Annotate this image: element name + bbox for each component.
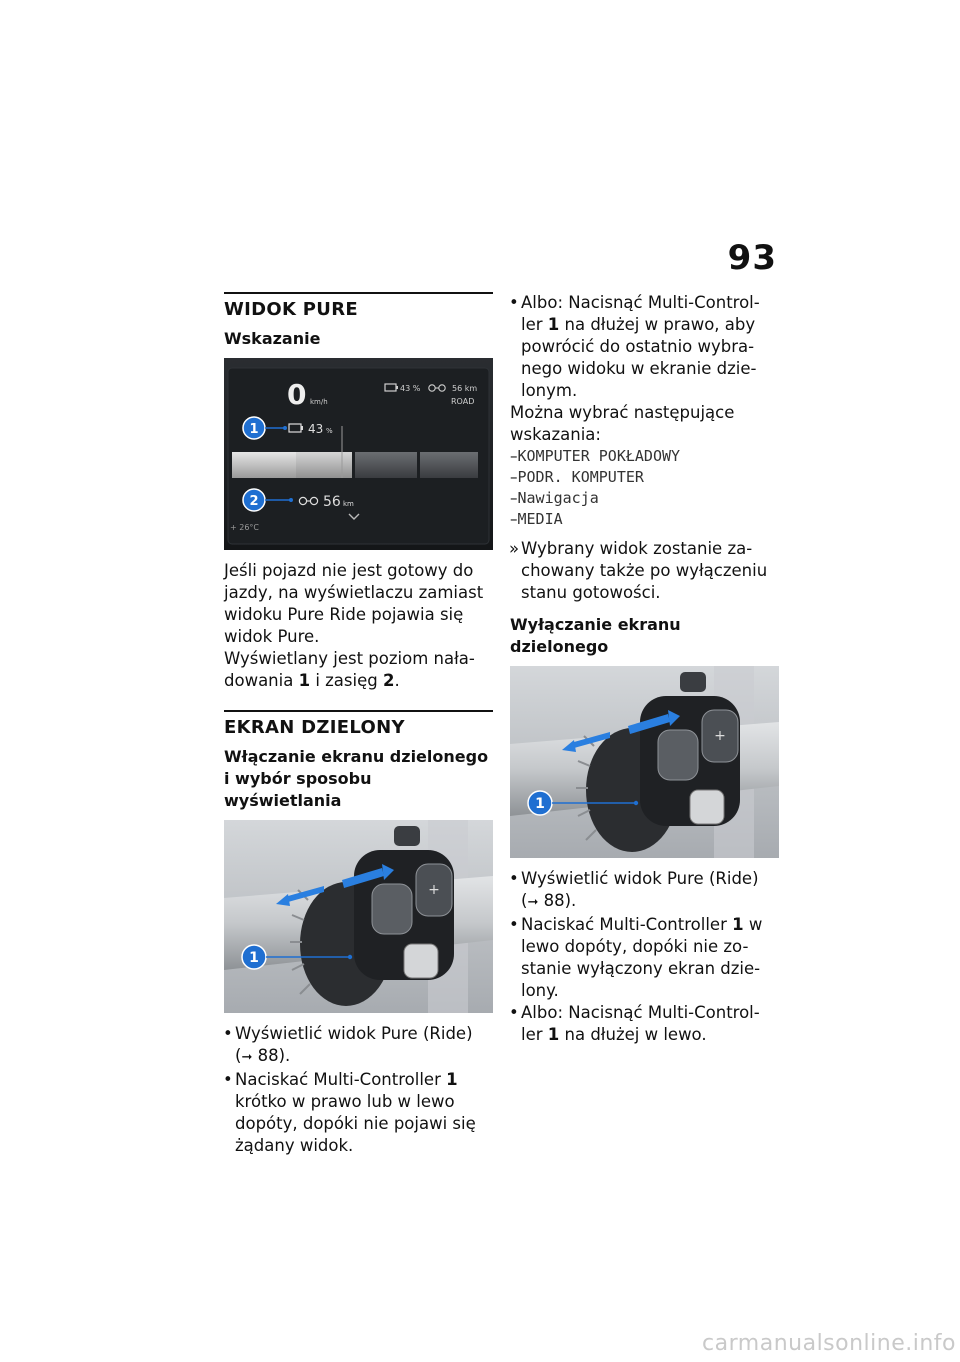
text-fragment: na dłużej w lewo. (564, 1025, 707, 1044)
section-title-pure: WIDOK PURE (224, 299, 358, 320)
ref-number-1: 1 (732, 915, 744, 934)
bullet-show-pure-view: • Wyświetlić widok Pure (Ride) (➞ 88). (510, 868, 779, 914)
bullet-press-controller (224, 1069, 493, 1157)
result-note (510, 538, 779, 604)
result-marker-icon: » (509, 539, 520, 558)
text-fragment: krótko w prawo lub w lewo dopóty, dopóki nie pojawi się żądany widok. (235, 1092, 476, 1155)
subhead-disable-split: Wyłączanie ekranu dzielonego (510, 615, 681, 656)
list-item: –MEDIA (510, 510, 563, 528)
text-fragment: Wyświetlany jest poziom nała-dowania (224, 649, 475, 690)
status-fuel: 43 % (400, 384, 421, 393)
section-title-split-screen: EKRAN DZIELONY (224, 717, 405, 738)
text-fragment: Naciskać Multi-Controller (235, 1070, 441, 1089)
list-item: –Nawigacja (510, 489, 599, 507)
bullet-text: Wyświetlić widok Pure (Ride) (235, 1024, 473, 1043)
dashboard-display-illustration (224, 358, 493, 550)
callout-1-label: 1 (249, 950, 259, 966)
option-label: MEDIA (517, 510, 563, 528)
status-range: 56 km (452, 384, 478, 393)
text-fragment: i zasięg (315, 671, 378, 690)
option-label: KOMPUTER POKŁADOWY (517, 447, 681, 465)
text-fragment: Albo: Nacisnąć Multi-Control-ler (521, 293, 760, 334)
callout-2-label: 2 (249, 494, 259, 509)
speed-value: 0 (287, 378, 307, 411)
list-item: –PODR. KOMPUTER (510, 468, 644, 486)
bullet-long-press-left (510, 1002, 779, 1046)
option-label: Nawigacja (517, 489, 599, 507)
callout-1-unit: % (326, 427, 333, 435)
bullet-text: Wyświetlić widok Pure (Ride) (521, 869, 759, 888)
ref-number-1: 1 (446, 1070, 458, 1089)
page-number: 93 (727, 238, 777, 278)
list-item: –KOMPUTER POKŁADOWY (510, 447, 681, 465)
callout-1-value: 43 (308, 422, 324, 436)
bullet-press-left (510, 914, 779, 1002)
ref-number-1: 1 (298, 671, 311, 690)
subhead-wskazanie: Wskazanie (224, 329, 321, 348)
section-divider (224, 292, 493, 294)
result-text: Wybrany widok zostanie za-chowany także po wyłączeniu stanu gotowości. (521, 539, 768, 602)
page-ref[interactable]: 88). (257, 1046, 291, 1065)
bullet-show-pure-view: • Wyświetlić widok Pure (Ride) (➞ 88). (224, 1023, 493, 1069)
paragraph-pure-info: Jeśli pojazd nie jest gotowy do jazdy, na wyświetlaczu zamiast widoku Pure Ride pojawia się widok Pure. (224, 561, 484, 646)
figure-controller-right (510, 666, 779, 858)
watermark: carmanualsonline.info (702, 1331, 956, 1356)
paragraph-charge-range (224, 648, 493, 692)
text-fragment: Naciskać Multi-Controller (521, 915, 727, 934)
text-fragment: w lewo dopóty, dopóki nie zo-stanie wyłączony ekran dzie-lony. (521, 915, 763, 1000)
callout-2-value: 56 (323, 494, 341, 510)
speed-unit: km/h (310, 398, 328, 406)
subhead-enable-split: Włączanie ekranu dzielonego i wybór sposobu wyświetlania (224, 747, 489, 810)
paragraph-options-intro: Można wybrać następujące wskazania: (510, 403, 735, 444)
figure-pure-display (224, 358, 493, 550)
section-divider (224, 710, 493, 712)
ref-number-1: 1 (547, 1025, 560, 1044)
callout-1-label: 1 (535, 796, 545, 812)
page-ref-arrow-icon: ➞ (241, 1050, 253, 1065)
option-label: PODR. KOMPUTER (517, 468, 644, 486)
page-ref-arrow-icon: ➞ (527, 895, 539, 910)
callout-1-label: 1 (249, 422, 259, 437)
left-column (224, 292, 493, 1157)
bullet-long-press-right (510, 292, 779, 402)
ref-number-1: 1 (547, 315, 560, 334)
svg-text:+: + (428, 882, 440, 898)
figure-controller-left (224, 820, 493, 1013)
callout-2-unit: km (343, 500, 354, 508)
multi-controller-illustration (510, 666, 779, 858)
text-fragment: Albo: Nacisnąć Multi-Control-ler (521, 1003, 760, 1044)
text-fragment: . (394, 671, 400, 690)
text-fragment: na dłużej w prawo, aby powrócić do ostatnio wybra-nego widoku w ekranie dzie-lonym. (521, 315, 757, 400)
display-options-list (510, 446, 779, 530)
multi-controller-illustration (224, 820, 493, 1013)
temperature-readout: + 26°C (230, 523, 260, 532)
ride-mode: ROAD (451, 397, 475, 406)
right-column (510, 292, 779, 1046)
ref-number-2: 2 (382, 671, 395, 690)
svg-text:+: + (714, 728, 726, 744)
page-ref[interactable]: 88). (543, 891, 577, 910)
